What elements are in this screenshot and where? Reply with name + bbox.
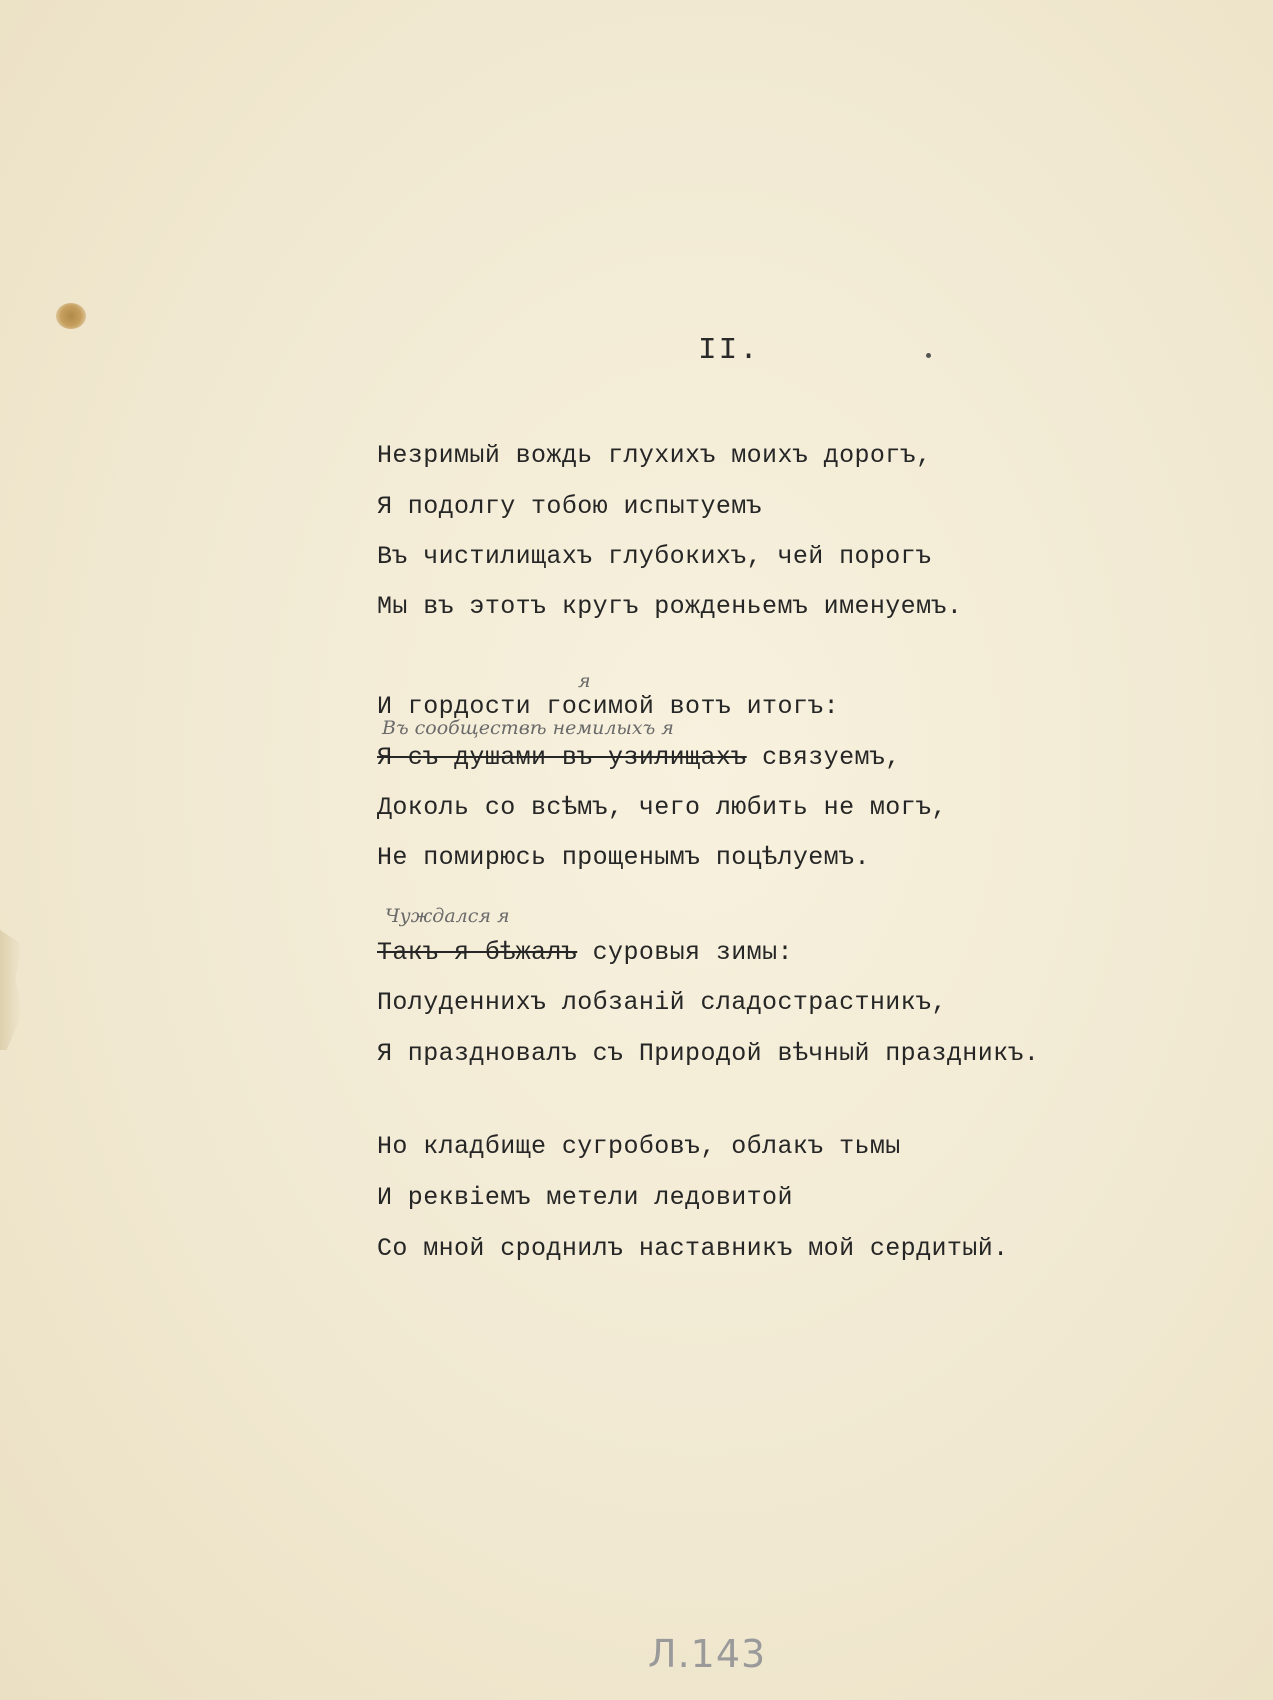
line-rest: суровыя зимы: [577, 938, 793, 967]
poem-line: Я праздновалъ съ Природой вѣчный праздникъ. [377, 1039, 1040, 1068]
poem-line [377, 938, 793, 967]
line-rest: связуемъ, [746, 743, 901, 772]
poem-line: И гордости госимой вотъ итогъ: [377, 692, 840, 721]
poem-line: Не помирюсь прощенымъ поцѣлуемъ. [377, 843, 870, 872]
poem-line: Я подолгу тобою испытуемъ [377, 492, 763, 521]
handwritten-insert: я [578, 670, 591, 692]
struck-text: Я съ душами въ узилищахъ [377, 743, 747, 772]
poem-line: Мы въ этотъ кругъ рожденьемъ именуемъ. [377, 592, 963, 621]
poem-line [377, 743, 901, 772]
stain-mark [56, 303, 86, 329]
poem-line: Но кладбище сугробовъ, облакъ тьмы [377, 1132, 901, 1161]
archive-page-mark: Л.143 [648, 1632, 767, 1676]
poem-line: И реквіемъ метели ледовитой [377, 1183, 793, 1212]
poem-line: Незримый вождь глухихъ моихъ дорогъ, [377, 441, 932, 470]
struck-text: Такъ я бѣжалъ [377, 938, 578, 967]
poem-line: Полуденнихъ лобзаній сладострастникъ, [377, 988, 947, 1017]
handwritten-correction: Чуждался я [385, 905, 510, 927]
poem-line: Со мной сроднилъ наставникъ мой сердитый. [377, 1234, 1009, 1263]
poem-line: Доколь со всѣмъ, чего любить не могъ, [377, 793, 947, 822]
poem-line: Въ чистилищахъ глубокихъ, чей порогъ [377, 542, 932, 571]
handwritten-correction: Въ сообществѣ немилыхъ я [382, 717, 674, 739]
section-number: II. [698, 333, 760, 368]
ink-dot [926, 353, 931, 358]
